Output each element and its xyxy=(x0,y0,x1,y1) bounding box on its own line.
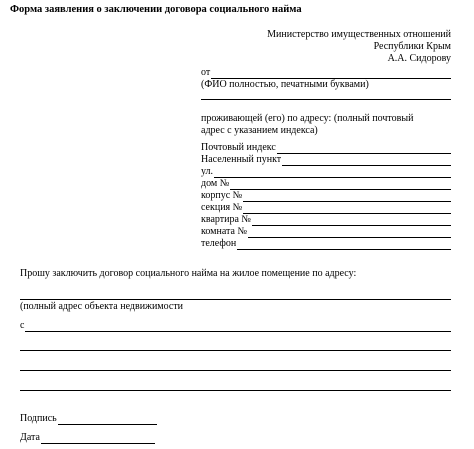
building-line[interactable] xyxy=(243,191,451,202)
blank-line-1[interactable] xyxy=(20,350,451,351)
apartment-label: квартира № xyxy=(201,214,251,225)
settlement-label: Населенный пункт xyxy=(201,154,282,165)
settlement-line[interactable] xyxy=(282,155,451,166)
with-line[interactable] xyxy=(25,321,451,332)
building-field[interactable] xyxy=(201,190,451,202)
house-line[interactable] xyxy=(230,179,451,190)
date-field[interactable] xyxy=(20,432,155,444)
request-text: Прошу заключить договор социального найма на жилое помещение по адресу: xyxy=(20,268,357,279)
from-extra-line[interactable] xyxy=(201,99,451,100)
residence-line-2: адрес с указанием индекса) xyxy=(201,125,318,136)
blank-line-2[interactable] xyxy=(20,370,451,371)
addressee-line-2: Республики Крым xyxy=(373,41,451,52)
section-line[interactable] xyxy=(243,203,451,214)
signature-field[interactable] xyxy=(20,413,157,425)
room-line[interactable] xyxy=(248,227,451,238)
residence-line-1: проживающей (его) по адресу: (полный почтовый xyxy=(201,113,414,124)
object-address-line[interactable] xyxy=(20,299,451,300)
with-field[interactable] xyxy=(20,320,451,332)
street-field[interactable] xyxy=(201,166,451,178)
phone-label: телефон xyxy=(201,238,237,249)
section-field[interactable] xyxy=(201,202,451,214)
date-label: Дата xyxy=(20,432,40,443)
street-label: ул. xyxy=(201,166,214,177)
from-label: от xyxy=(201,67,211,78)
house-label: дом № xyxy=(201,178,230,189)
house-field[interactable] xyxy=(201,178,451,190)
addressee-line-3: А.А. Сидорову xyxy=(387,53,451,64)
date-line[interactable] xyxy=(41,433,155,444)
from-field[interactable] xyxy=(201,67,451,79)
apartment-field[interactable] xyxy=(201,214,451,226)
postal-code-label: Почтовый индекс xyxy=(201,142,276,153)
addressee-line-1: Министерство имущественных отношений xyxy=(267,29,451,40)
section-label: секция № xyxy=(201,202,243,213)
blank-line-3[interactable] xyxy=(20,390,451,391)
from-input-line[interactable] xyxy=(211,68,451,79)
postal-code-field[interactable] xyxy=(201,142,451,154)
postal-code-line[interactable] xyxy=(277,143,451,154)
building-label: корпус № xyxy=(201,190,243,201)
phone-line[interactable] xyxy=(237,239,451,250)
apartment-line[interactable] xyxy=(252,215,451,226)
with-label: с xyxy=(20,320,25,331)
form-title: Форма заявления о заключении договора социального найма xyxy=(10,4,302,15)
signature-label: Подпись xyxy=(20,413,57,424)
signature-line[interactable] xyxy=(58,414,157,425)
object-address-hint: (полный адрес объекта недвижимости xyxy=(20,301,184,312)
settlement-field[interactable] xyxy=(201,154,451,166)
from-hint: (ФИО полностью, печатными буквами) xyxy=(201,79,369,90)
room-label: комната № xyxy=(201,226,247,237)
phone-field[interactable] xyxy=(201,238,451,250)
street-line[interactable] xyxy=(214,167,451,178)
room-field[interactable] xyxy=(201,226,451,238)
